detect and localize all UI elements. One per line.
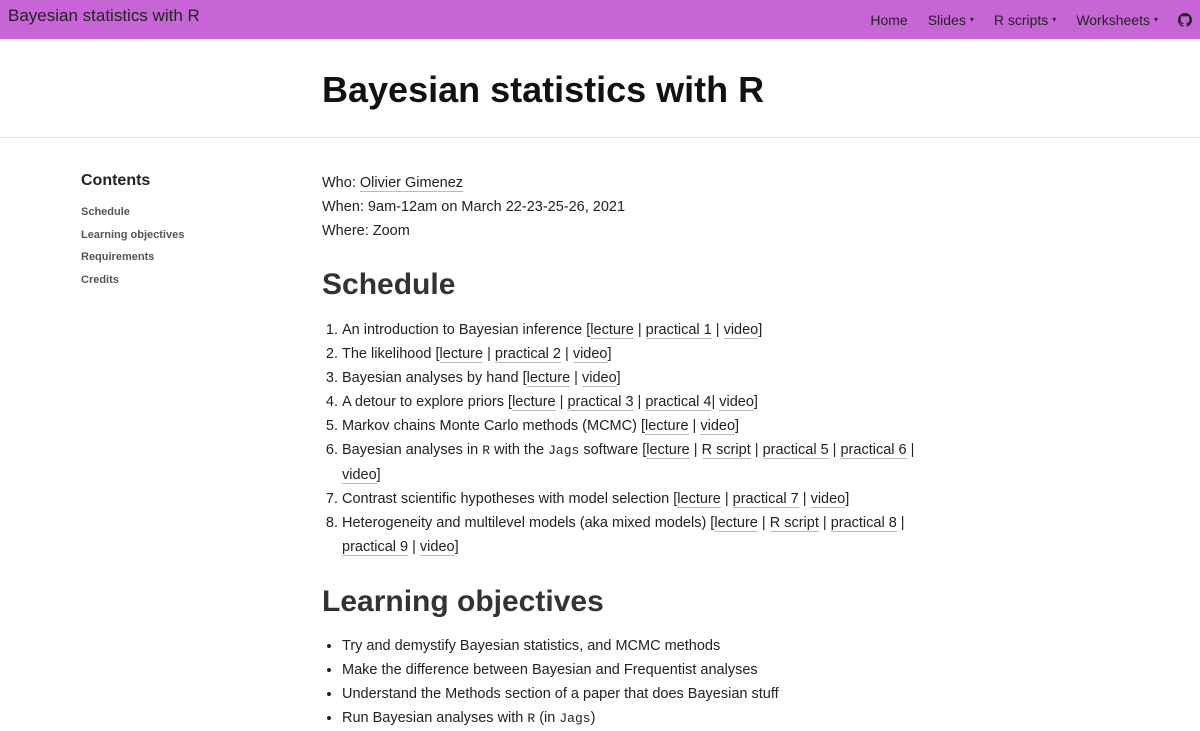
- practical-link[interactable]: practical 8: [830, 515, 897, 531]
- meta-who: [322, 172, 922, 196]
- lecture-link[interactable]: lecture: [512, 394, 556, 410]
- title-block: [0, 39, 1200, 138]
- navbar: [0, 0, 1200, 39]
- video-link[interactable]: video: [419, 539, 455, 555]
- list-item: 8. Heterogeneity and multilevel models (aka mixed models) [lecture | R script | practical 8 | practical 9 | video]: [342, 511, 922, 559]
- caret-down-icon: ▾: [969, 15, 974, 24]
- meta-where: Where: Zoom: [322, 223, 410, 239]
- lecture-link[interactable]: lecture: [714, 515, 758, 531]
- code-jags: Jags: [548, 443, 580, 458]
- video-link[interactable]: video: [342, 467, 377, 483]
- item-text: ): [590, 710, 596, 726]
- page-title: Bayesian statistics with R: [322, 69, 765, 110]
- author-link[interactable]: Olivier Gimenez: [359, 175, 464, 191]
- item-text: Markov chains Monte Carlo methods (MCMC): [342, 418, 637, 434]
- item-text: The likelihood: [342, 346, 432, 362]
- video-link[interactable]: video: [581, 370, 617, 386]
- toc-item-learning-objectives[interactable]: Learning objectives: [81, 228, 185, 241]
- github-icon[interactable]: [1178, 13, 1192, 27]
- list-item: • Understand the Methods section of a paper that does Bayesian stuff: [342, 682, 922, 706]
- code-jags: Jags: [559, 711, 591, 726]
- list-item: • Make the difference between Bayesian and Frequentist analyses: [342, 658, 922, 682]
- caret-down-icon: ▾: [1052, 15, 1057, 24]
- list-item: 2. The likelihood [lecture | practical 2 | video]: [342, 342, 922, 366]
- item-text: Heterogeneity and multilevel models (aka mixed models): [342, 515, 707, 531]
- video-link[interactable]: video: [719, 394, 754, 410]
- item-text: (in: [535, 710, 560, 726]
- list-item: 7. Contrast scientific hypotheses with model selection [lecture | practical 7 | video]: [342, 487, 922, 511]
- table-of-contents: [81, 172, 184, 297]
- nav-slides-label: Slides: [927, 11, 966, 28]
- practical-link[interactable]: practical 9: [342, 539, 409, 555]
- code-r: R: [527, 711, 536, 726]
- toc-item-schedule[interactable]: Schedule: [81, 206, 130, 218]
- list-item: 4. A detour to explore priors [lecture | practical 3 | practical 4| video]: [342, 390, 922, 414]
- r-script-link[interactable]: R script: [701, 442, 751, 458]
- list-item: 6. Bayesian analyses in R with the Jags software [lecture | R script | practical 5 | practical 6 | video]: [342, 438, 922, 487]
- list-item: 3. Bayesian analyses by hand [lecture | video]: [342, 366, 922, 390]
- lecture-link[interactable]: lecture: [644, 418, 689, 434]
- caret-down-icon: ▾: [1153, 15, 1158, 24]
- practical-link[interactable]: practical 2: [494, 346, 561, 362]
- item-text: with the: [490, 442, 549, 458]
- item-text: A detour to explore priors: [342, 394, 505, 410]
- nav-rscripts-label: R scripts: [993, 11, 1049, 28]
- video-link[interactable]: video: [572, 346, 608, 362]
- list-item: • Try and demystify Bayesian statistics, and MCMC methods: [342, 634, 922, 658]
- nav-worksheets-label: Worksheets: [1076, 11, 1150, 28]
- toc-title: Contents: [81, 172, 151, 189]
- main-content: [322, 172, 922, 726]
- nav-worksheets-dropdown[interactable]: [1076, 12, 1158, 28]
- practical-link[interactable]: practical 4: [645, 394, 712, 410]
- item-text: Run Bayesian analyses with: [342, 710, 524, 726]
- video-link[interactable]: video: [723, 322, 759, 338]
- nav-slides-dropdown[interactable]: [928, 12, 974, 28]
- lecture-link[interactable]: lecture: [526, 370, 571, 386]
- item-text: An introduction to Bayesian inference: [342, 322, 583, 338]
- learning-objectives-heading: Learning objectives: [322, 585, 604, 618]
- lecture-link[interactable]: lecture: [439, 346, 484, 362]
- toc-item-requirements[interactable]: Requirements: [81, 251, 155, 264]
- lecture-link[interactable]: lecture: [646, 442, 690, 458]
- item-text: software: [579, 442, 643, 458]
- practical-link[interactable]: practical 7: [732, 491, 799, 507]
- practical-link[interactable]: practical 3: [567, 394, 634, 410]
- nav-rscripts-dropdown[interactable]: [994, 12, 1056, 28]
- nav-items: [850, 0, 1192, 39]
- schedule-heading: Schedule: [322, 268, 456, 301]
- nav-home-label: Home: [870, 11, 908, 28]
- list-item: 5. Markov chains Monte Carlo methods (MCMC) [lecture | video]: [342, 414, 922, 438]
- video-link[interactable]: video: [810, 491, 846, 507]
- r-script-link[interactable]: R script: [769, 515, 819, 531]
- who-label: Who:: [322, 175, 360, 191]
- toc-item-credits[interactable]: Credits: [81, 274, 119, 287]
- schedule-list: [342, 318, 922, 559]
- video-link[interactable]: video: [700, 418, 736, 434]
- nav-home[interactable]: [870, 12, 907, 28]
- code-r: R: [482, 443, 491, 458]
- practical-link[interactable]: practical 5: [762, 442, 829, 458]
- list-item: [342, 706, 922, 731]
- item-text: Contrast scientific hypotheses with model selection: [342, 491, 670, 507]
- objectives-list: [342, 634, 922, 731]
- list-item: 1. An introduction to Bayesian inference [lecture | practical 1 | video]: [342, 318, 922, 342]
- lecture-link[interactable]: lecture: [677, 491, 721, 507]
- navbar-brand[interactable]: Bayesian statistics with R: [8, 6, 200, 25]
- meta-when: When: 9am-12am on March 22-23-25-26, 2021: [322, 199, 626, 215]
- item-text: Bayesian analyses in: [342, 442, 479, 458]
- practical-link[interactable]: practical 1: [645, 322, 712, 338]
- item-text: Bayesian analyses by hand: [342, 370, 519, 386]
- lecture-link[interactable]: lecture: [590, 322, 634, 338]
- practical-link[interactable]: practical 6: [840, 442, 907, 458]
